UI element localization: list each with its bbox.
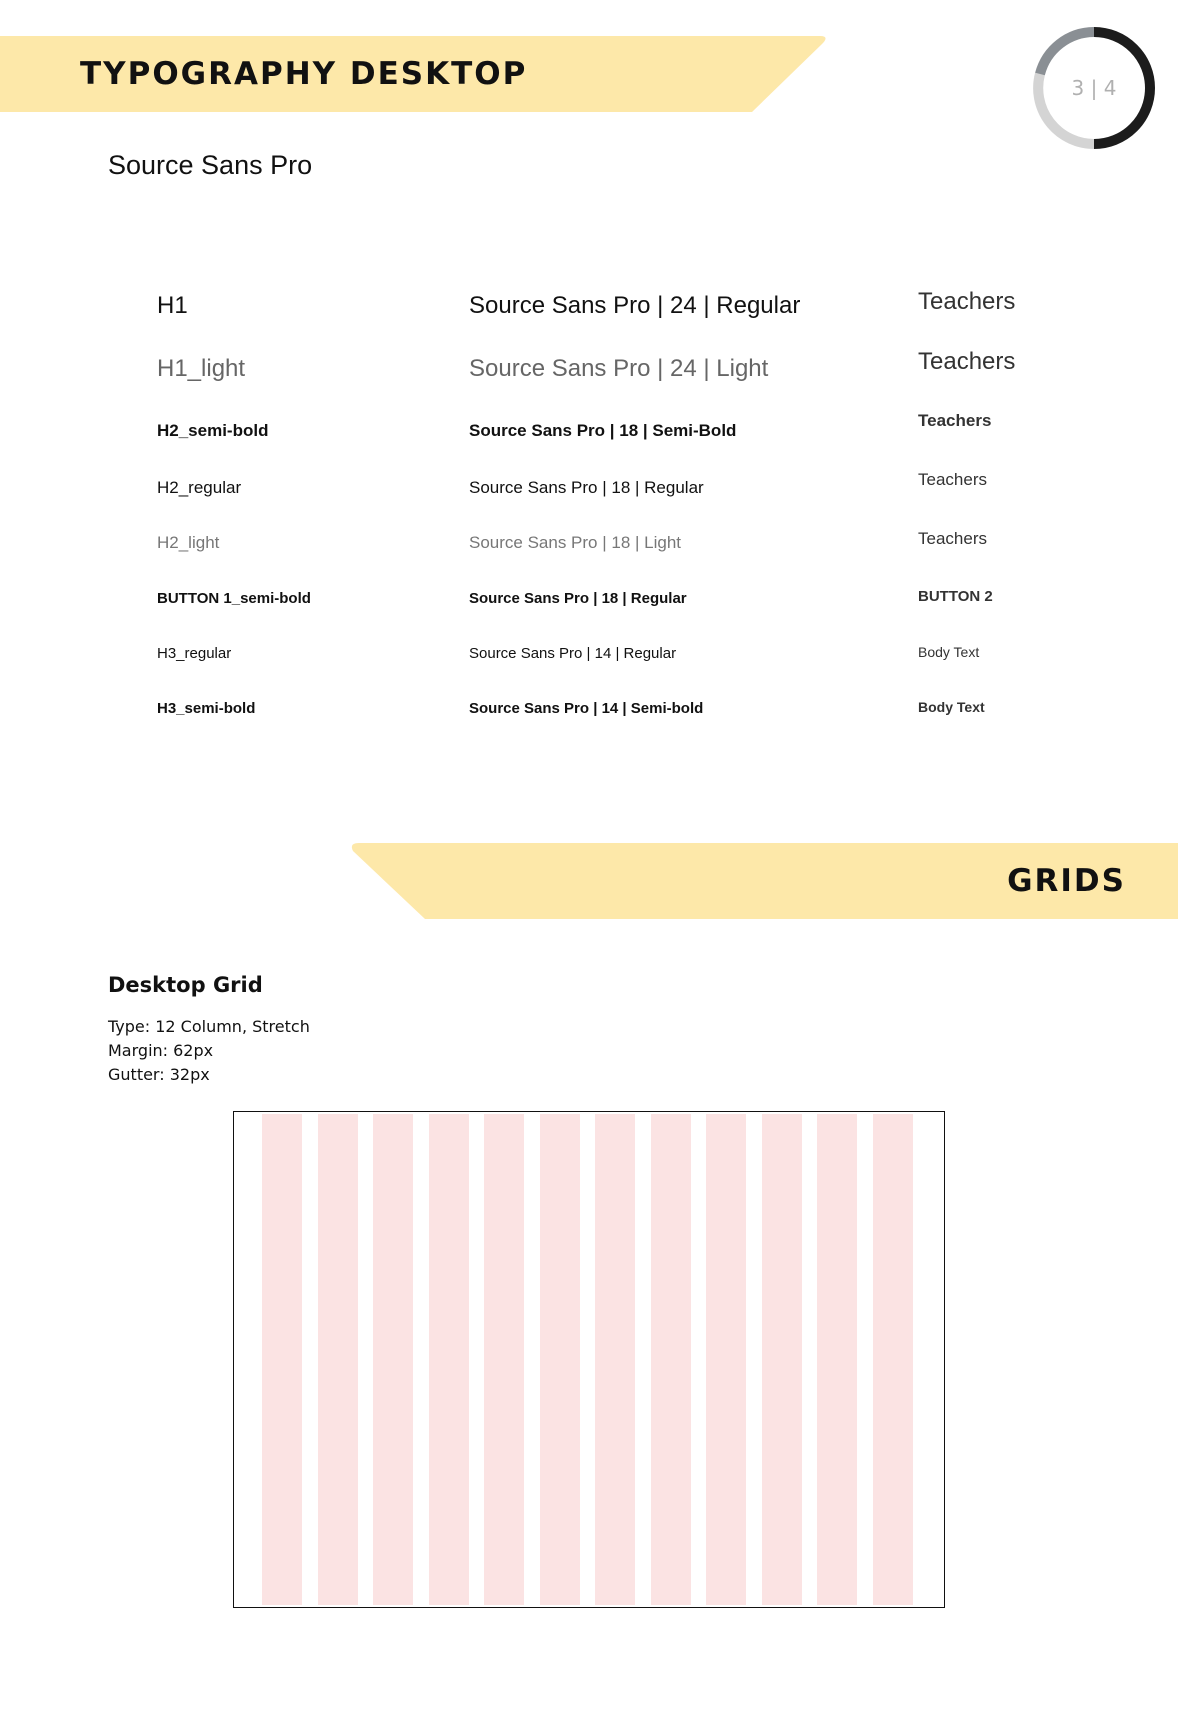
style-sample: Teachers: [918, 411, 992, 430]
grids-title: GRIDS: [1007, 863, 1126, 899]
type-row-h2-semibold: [0, 411, 1178, 461]
style-spec: Source Sans Pro | 14 | Semi-bold: [469, 700, 704, 717]
type-row-h2-light: [0, 529, 1178, 573]
style-name: H1: [157, 292, 188, 319]
grid-column: [484, 1114, 524, 1605]
type-row-h1: [0, 288, 1178, 332]
grid-column: [706, 1114, 746, 1605]
style-spec: Source Sans Pro | 18 | Regular: [469, 478, 704, 497]
grid-column: [651, 1114, 691, 1605]
style-spec: Source Sans Pro | 14 | Regular: [469, 645, 677, 662]
style-name: H3_semi-bold: [157, 700, 256, 717]
style-name: H2_regular: [157, 478, 242, 497]
grid-gutter-spec: Gutter: 32px: [108, 1065, 210, 1084]
page-indicator: [1028, 22, 1160, 154]
desktop-grid-heading: Desktop Grid: [108, 973, 263, 997]
typography-banner: [0, 36, 830, 114]
style-sample: Teachers: [918, 348, 1016, 375]
type-row-button: [0, 590, 1178, 630]
style-sample: Teachers: [918, 470, 987, 489]
style-spec: Source Sans Pro | 18 | Semi-Bold: [469, 421, 737, 440]
grid-column: [817, 1114, 857, 1605]
style-sample: BUTTON 2: [918, 588, 993, 605]
style-spec: Source Sans Pro | 18 | Light: [469, 533, 682, 552]
grid-margin-spec: Margin: 62px: [108, 1041, 214, 1060]
grid-column: [540, 1114, 580, 1605]
style-sample: Teachers: [918, 529, 987, 548]
type-row-h3-semibold: [0, 700, 1178, 740]
style-spec: Source Sans Pro | 18 | Regular: [469, 590, 687, 607]
style-sample: Body Text: [918, 699, 985, 715]
style-name: H2_semi-bold: [157, 421, 269, 440]
style-name: BUTTON 1_semi-bold: [157, 590, 311, 607]
style-name: H3_regular: [157, 645, 232, 662]
grid-column: [262, 1114, 302, 1605]
grid-column: [762, 1114, 802, 1605]
style-sample: Body Text: [918, 644, 980, 660]
page-indicator-label: 3 | 4: [1071, 76, 1117, 100]
grids-banner: [349, 843, 1178, 920]
style-name: H1_light: [157, 355, 246, 382]
grid-type-spec: Type: 12 Column, Stretch: [108, 1017, 310, 1036]
style-spec: Source Sans Pro | 24 | Light: [469, 355, 769, 382]
grid-column: [373, 1114, 413, 1605]
grid-column: [429, 1114, 469, 1605]
type-row-h2-regular: [0, 470, 1178, 518]
style-spec: Source Sans Pro | 24 | Regular: [469, 292, 801, 319]
grid-column: [595, 1114, 635, 1605]
grid-column: [318, 1114, 358, 1605]
type-row-h3-regular: [0, 645, 1178, 685]
type-row-h1-light: [0, 348, 1178, 395]
typography-title: TYPOGRAPHY DESKTOP: [80, 56, 528, 92]
font-family-name: Source Sans Pro: [108, 150, 313, 180]
style-sample: Teachers: [918, 288, 1016, 315]
grid-column: [873, 1114, 913, 1605]
grid-preview-frame: [233, 1111, 945, 1608]
style-name: H2_light: [157, 533, 220, 552]
